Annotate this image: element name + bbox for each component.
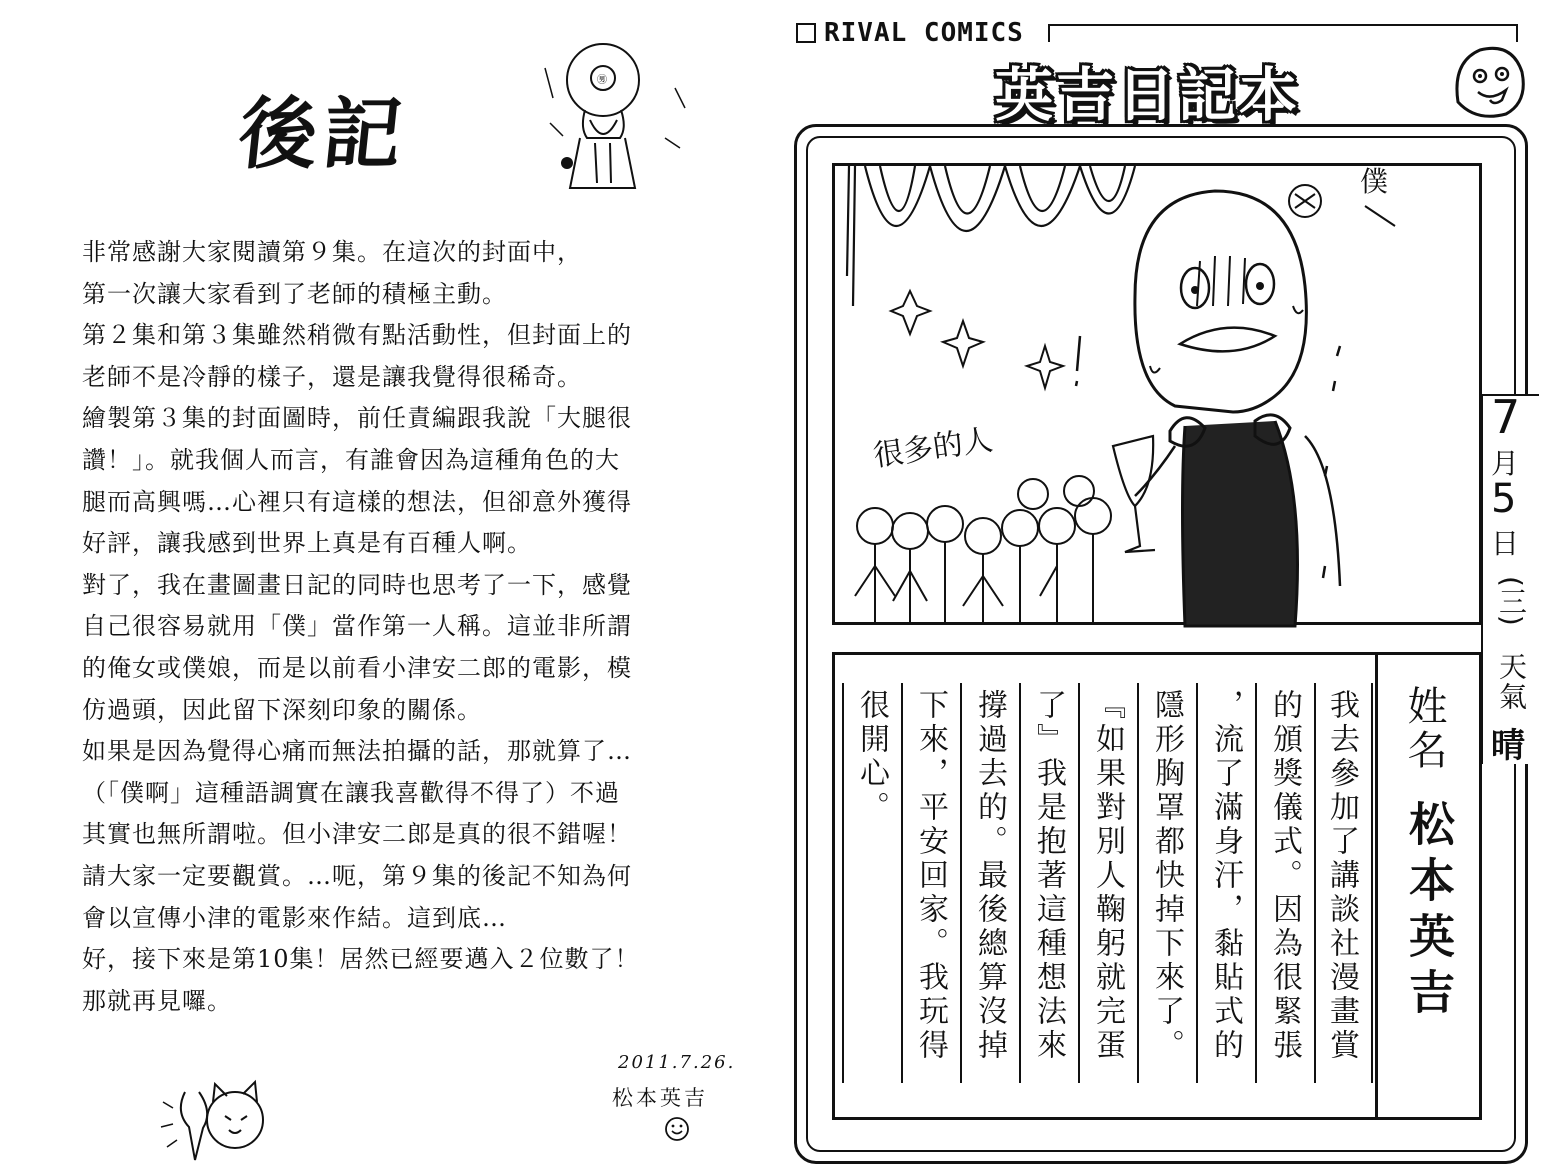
diary-entry-column: 了』我是抱著這種想法來 [1019,683,1078,1083]
crowd-label: 很多的人 [871,422,995,474]
name-value: 松本英吉 [1402,800,1456,1024]
afterword-line: 會以宣傳小津的電影來作結。這到底… [82,903,507,932]
afterword-page [0,0,760,1170]
afterword-line: 仿過頭，因此留下深刻印象的關係。 [82,695,482,724]
sparkle-icon [943,321,983,366]
date-month-unit: 月 [1491,447,1520,480]
mascot-face-icon [1450,42,1528,120]
afterword-title: 後記 [234,90,413,180]
afterword-line: 第一次讓大家看到了老師的積極主動。 [82,279,507,308]
diary-entry-column: 很開心。 [842,683,901,1083]
boku-label: 僕 [1360,165,1389,198]
afterword-line: 對了，我在畫圖畫日記的同時也思考了一下，感覺 [82,570,632,599]
diary-title: 英吉日記本 [995,61,1301,129]
afterword-line: （「僕啊」這種語調實在讓我喜歡得不得了）不過 [82,778,620,807]
date-day-number: 5 [1491,476,1517,522]
diary-page [770,0,1545,1170]
diary-entry-column: 的頒獎儀式。因為很緊張 [1255,683,1314,1083]
diary-date-box [1481,390,1539,766]
afterword-line: 好，接下來是第10集！居然已經要邁入２位數了！ [82,945,640,974]
weather-label: 天氣 [1495,652,1528,712]
header-rule [1048,24,1518,42]
afterword-line: 非常感謝大家閱讀第９集。在這次的封面中， [82,238,582,266]
afterword-line: 自己很容易就用「僕」當作第一人稱。這並非所謂 [82,612,632,641]
afterword-line: 的俺女或僕娘，而是以前看小津安二郎的電影，模 [82,653,632,682]
diary-text-panel [832,652,1482,1120]
diary-entry-column: ，流了滿身汗，黏貼式的 [1196,683,1255,1083]
date-month-number: 7 [1491,390,1521,444]
signature-date: 2011.7.26. [618,1052,736,1073]
series-header [796,18,1024,48]
afterword-line: 第２集和第３集雖然稍微有點活動性，但封面上的 [82,321,632,350]
diary-entry-column: 撐過去的。最後總算沒掉 [960,683,1019,1083]
series-name: RIVAL COMICS [824,18,1024,48]
cat-doodle [155,1072,270,1162]
date-day-unit: 日 [1491,527,1520,560]
afterword-line: 其實也無所謂啦。但小津安二郎是真的很不錯喔！ [82,820,632,849]
diary-entry-column: 『如果對別人鞠躬就完蛋 [1078,683,1137,1083]
awards-ceremony-drawing [835,166,1479,622]
afterword-line: 如果是因為覺得心痛而無法拍攝的話，那就算了… [82,737,632,766]
diary-entry-column: 下來，平安回家。我玩得 [901,683,960,1083]
afterword-line: 請大家一定要觀賞。…呃，第９集的後記不知為何 [82,861,632,890]
checkbox-square-icon [796,23,816,43]
afterword-body [82,232,722,1022]
sparkle-icon [891,291,930,334]
sparkle-icon [1027,346,1063,388]
signature-name: 松本英吉 [612,1086,708,1110]
weather-value: 晴 [1491,726,1525,766]
afterword-line: 好評，讓我感到世界上真是有百種人啊。 [82,529,532,558]
author-self-portrait-doodle [525,28,695,198]
diary-entry [842,683,1373,1083]
date-weekday: (三) [1495,576,1528,626]
afterword-line: 老師不是冷靜的樣子，還是讓我覺得很稀奇。 [82,362,582,391]
diary-name-box [1375,655,1479,1117]
name-label: 姓名 [1401,685,1447,773]
afterword-line: 腿而高興嗎…心裡只有這樣的想法，但卻意外獲得 [82,487,632,516]
diary-entry-column: 我去參加了講談社漫畫賞 [1314,683,1373,1083]
diary-entry-column: 隱形胸罩都快掉下來了。 [1137,683,1196,1083]
smile-face-icon [663,1115,691,1143]
svg-text:㊚: ㊚ [597,75,607,86]
afterword-line: 繪製第３集的封面圖時，前任責編跟我說「大腿很 [82,404,632,433]
afterword-line: 那就再見囉。 [82,986,232,1015]
afterword-line: 讚！」。就我個人而言，有誰會因為這種角色的大 [82,445,620,474]
